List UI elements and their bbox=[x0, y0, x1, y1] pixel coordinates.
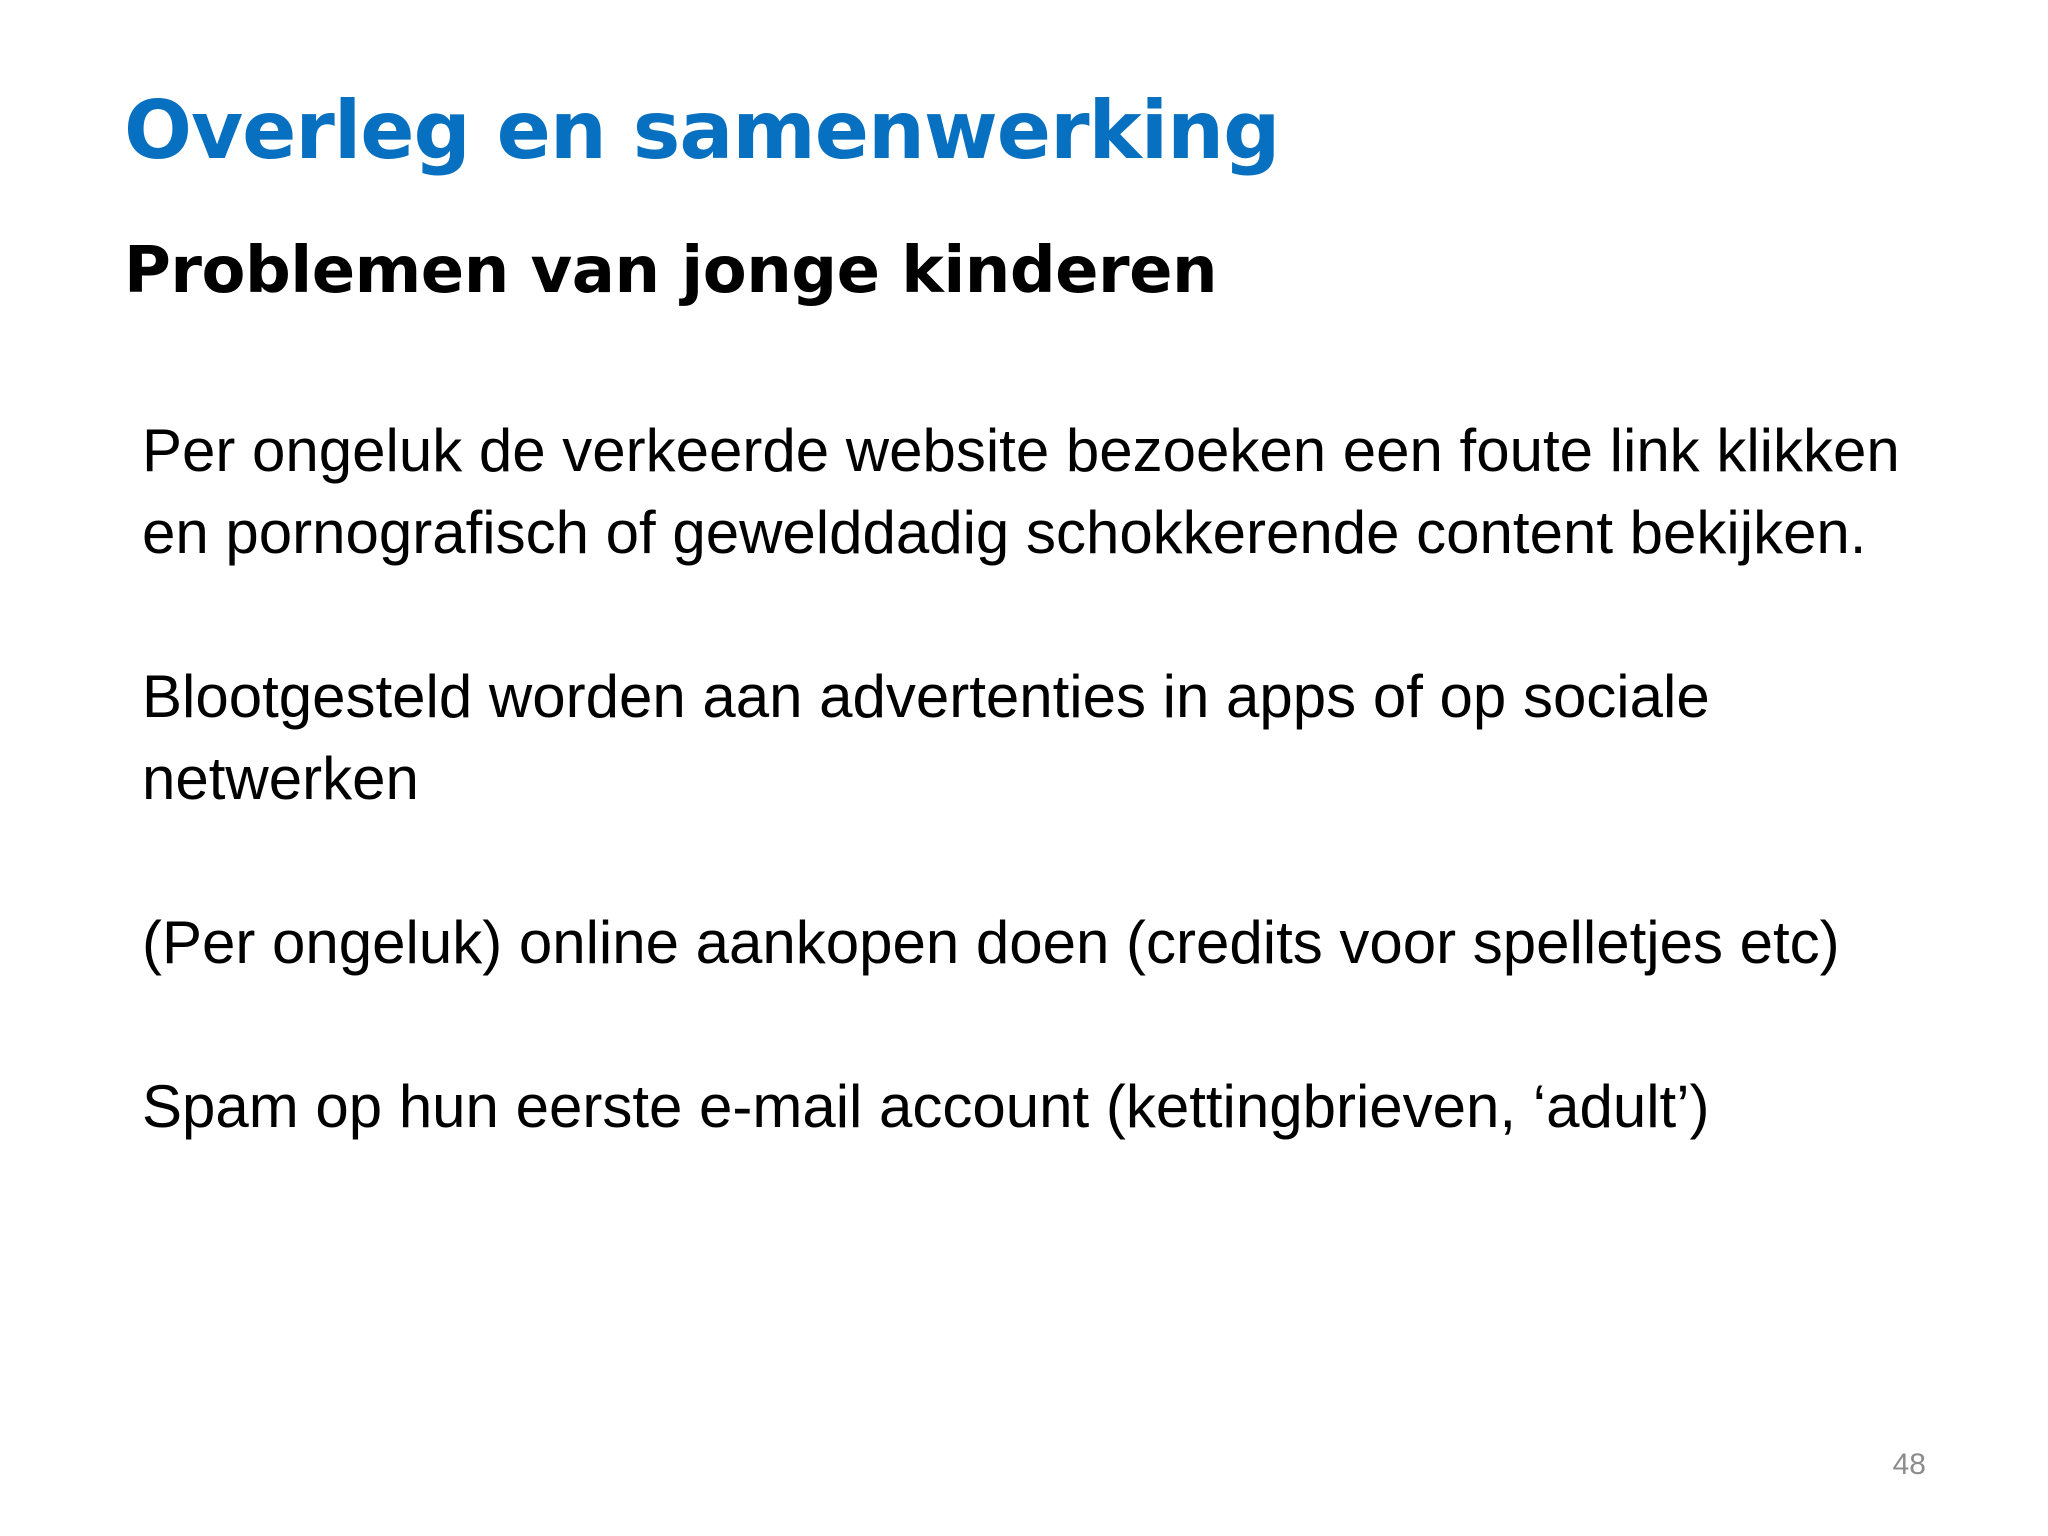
slide-body bbox=[142, 410, 1962, 1230]
page-number: 48 bbox=[1892, 1448, 1926, 1481]
slide-title: Overleg en samenwerking bbox=[124, 84, 1280, 177]
body-paragraph: Blootgesteld worden aan advertenties in apps of op sociale netwerken bbox=[142, 663, 1710, 812]
slide-subtitle: Problemen van jonge kinderen bbox=[124, 234, 1218, 308]
body-paragraph: Spam op hun eerste e-mail account (kettingbrieven, ‘adult’) bbox=[142, 1073, 1710, 1140]
body-paragraph: Per ongeluk de verkeerde website bezoeken een foute link klikken en pornografisch of gewelddadig schokkerende content bekijken. bbox=[142, 417, 1900, 566]
body-paragraph: (Per ongeluk) online aankopen doen (credits voor spelletjes etc) bbox=[142, 909, 1840, 976]
